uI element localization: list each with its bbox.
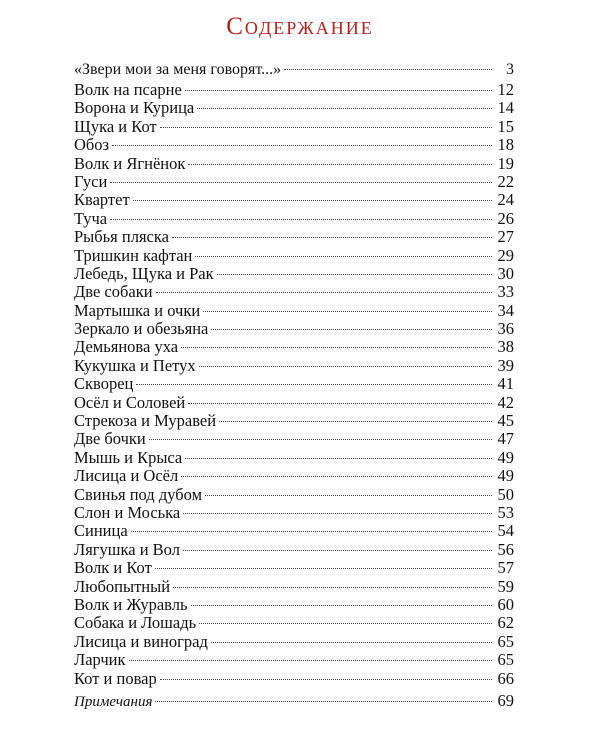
toc-entry-page-number: 22	[497, 171, 514, 191]
dot-leader	[188, 164, 492, 165]
toc-entry	[74, 614, 514, 632]
dot-leader	[203, 311, 492, 312]
toc-entry-title: Свинья под дубом	[74, 484, 203, 504]
toc-entry	[74, 578, 514, 596]
toc-entry-title: Осёл и Соловей	[74, 392, 186, 412]
toc-entry-title: Рыбья пляска	[74, 227, 169, 247]
toc-entry-title: Любопытный	[74, 576, 171, 596]
toc-entry	[74, 338, 514, 356]
toc-entry-page-number: 24	[497, 190, 514, 210]
dot-leader	[131, 531, 492, 532]
toc-entry	[74, 302, 514, 320]
toc-entry-title: Лебедь, Щука и Рак	[74, 263, 214, 283]
dot-leader	[181, 347, 492, 348]
dot-leader	[129, 660, 493, 661]
toc-entry-title: Лисица и виноград	[74, 631, 208, 651]
toc-entry	[74, 670, 514, 688]
dot-leader	[199, 623, 492, 624]
toc-entry-title: Волк и Кот	[74, 558, 152, 578]
toc-entry	[74, 81, 514, 99]
toc-entry-title: Квартет	[74, 190, 130, 210]
toc-entry-page-number: 14	[497, 98, 514, 118]
toc-entry-page-number: 45	[497, 411, 514, 431]
toc-entry-title: Примечания	[74, 693, 153, 710]
dot-leader	[183, 550, 492, 551]
toc-entry	[74, 559, 514, 577]
toc-entry	[74, 228, 514, 246]
dot-leader	[195, 256, 492, 257]
toc-entry	[74, 596, 514, 614]
dot-leader	[219, 421, 492, 422]
dot-leader	[172, 237, 492, 238]
toc-entry	[74, 541, 514, 559]
dot-leader	[284, 69, 492, 70]
toc-entry-page-number: 38	[497, 337, 514, 357]
toc-entry-page-number: 18	[497, 135, 514, 155]
toc-entry	[74, 633, 514, 651]
dot-leader	[199, 366, 492, 367]
toc-entry-page-number: 65	[497, 631, 514, 651]
toc-entry-page-number: 60	[497, 594, 514, 614]
toc-entry-title: Слон и Моська	[74, 502, 181, 522]
page-title: Содержание	[226, 13, 374, 40]
toc-entry	[74, 155, 514, 173]
dot-leader	[217, 274, 492, 275]
toc-entry-page-number: 42	[497, 392, 514, 412]
toc-entry-page-number: 56	[497, 539, 514, 559]
dot-leader	[173, 587, 492, 588]
toc-entry-page-number: 59	[497, 576, 514, 596]
toc-entry-title: Волк и Журавль	[74, 594, 188, 614]
dot-leader	[160, 679, 492, 680]
toc-entry-page-number: 53	[497, 502, 514, 522]
toc-entry-title: Две собаки	[74, 282, 153, 302]
toc-entry-page-number: 57	[497, 558, 514, 578]
toc-entry	[74, 247, 514, 265]
toc-entry-title: Волк на псарне	[74, 80, 182, 99]
dot-leader	[110, 182, 492, 183]
toc-entry	[74, 210, 514, 228]
toc-entry-title: Гуси	[74, 171, 108, 191]
toc-entry-page-number: 66	[497, 668, 514, 688]
toc-entry-title: Лягушка и Вол	[74, 539, 180, 559]
toc-entry	[74, 651, 514, 669]
toc-entry-page-number: 62	[497, 613, 514, 633]
toc-entry-page-number: 36	[497, 319, 514, 339]
toc-list	[74, 59, 514, 710]
dot-leader	[112, 145, 492, 146]
toc-entry-notes	[74, 692, 514, 710]
toc-entry	[74, 283, 514, 301]
toc-entry-title: Щука и Кот	[74, 116, 157, 136]
dot-leader	[155, 701, 492, 702]
toc-entry	[74, 430, 514, 448]
toc-entry-page-number: 15	[497, 116, 514, 136]
toc-entry-title: Стрекоза и Муравей	[74, 411, 217, 431]
toc-entry	[74, 118, 514, 136]
toc-entry	[74, 522, 514, 540]
toc-entry-page-number: 50	[497, 484, 514, 504]
toc-entry-title: Волк и Ягнёнок	[74, 153, 186, 173]
toc-entry	[74, 357, 514, 375]
toc-entry-page-number: 34	[497, 300, 514, 320]
toc-entry	[74, 449, 514, 467]
toc-entry-page-number: 19	[497, 153, 514, 173]
toc-entry-title: Зеркало и обезьяна	[74, 319, 209, 339]
dot-leader	[211, 329, 492, 330]
dot-leader	[156, 292, 492, 293]
toc-entry-title: Ларчик	[74, 650, 126, 670]
dot-leader	[155, 568, 492, 569]
toc-entry-title: Тришкин кафтан	[74, 245, 193, 265]
dot-leader	[188, 403, 492, 404]
dot-leader	[185, 458, 492, 459]
toc-entry-title: Собака и Лошадь	[74, 613, 197, 633]
dot-leader	[136, 384, 492, 385]
toc-entry-title: Мышь и Крыса	[74, 447, 183, 467]
toc-entry-page-number: 49	[497, 447, 514, 467]
toc-entry-title: «Звери мои за меня говорят...»	[74, 61, 282, 78]
toc-entry-title: Ворона и Курица	[74, 98, 195, 118]
toc-entry	[74, 136, 514, 154]
toc-entry-page-number: 54	[497, 521, 514, 541]
toc-entry-page-number: 27	[497, 227, 514, 247]
toc-entry	[74, 265, 514, 283]
dot-leader	[205, 495, 492, 496]
dot-leader	[110, 219, 492, 220]
toc-entry	[74, 394, 514, 412]
toc-entry-page-number: 39	[497, 355, 514, 375]
dot-leader	[191, 605, 492, 606]
toc-entry-title: Две бочки	[74, 429, 146, 449]
toc-entry-page-number: 65	[497, 650, 514, 670]
toc-entry-title: Синица	[74, 521, 128, 541]
dot-leader	[181, 476, 492, 477]
toc-entry-page-number: 33	[497, 282, 514, 302]
toc-entry-page-number: 3	[506, 61, 514, 78]
toc-entry-page-number: 47	[497, 429, 514, 449]
toc-entry	[74, 173, 514, 191]
toc-entry-title: Обоз	[74, 135, 110, 155]
toc-entry-title: Скворец	[74, 374, 134, 394]
toc-entry	[74, 504, 514, 522]
toc-entry	[74, 320, 514, 338]
toc-entry	[74, 99, 514, 117]
toc-entry-page-number: 41	[497, 374, 514, 394]
toc-entry	[74, 486, 514, 504]
dot-leader	[211, 642, 492, 643]
toc-entry-page-number: 49	[497, 466, 514, 486]
toc-entry-page-number: 29	[497, 245, 514, 265]
toc-entry-title: Кот и повар	[74, 668, 157, 688]
dot-leader	[197, 108, 492, 109]
toc-entry-page-number: 30	[497, 263, 514, 283]
toc-entry-title: Кукушка и Петух	[74, 355, 196, 375]
dot-leader	[185, 90, 492, 91]
toc-entry	[74, 412, 514, 430]
toc-entry	[74, 59, 514, 81]
toc-entry	[74, 191, 514, 209]
toc-entry-title: Лисица и Осёл	[74, 466, 179, 486]
toc-entry-page-number: 69	[497, 690, 514, 710]
toc-entry-page-number: 12	[497, 80, 514, 99]
dot-leader	[183, 513, 492, 514]
toc-entry-title: Демьянова уха	[74, 337, 179, 357]
dot-leader	[160, 127, 492, 128]
toc-entry-title: Мартышка и очки	[74, 300, 201, 320]
toc-entry	[74, 375, 514, 393]
toc-entry-title: Туча	[74, 208, 108, 228]
toc-entry	[74, 467, 514, 485]
toc-entry-page-number: 26	[497, 208, 514, 228]
dot-leader	[149, 439, 492, 440]
dot-leader	[133, 200, 492, 201]
